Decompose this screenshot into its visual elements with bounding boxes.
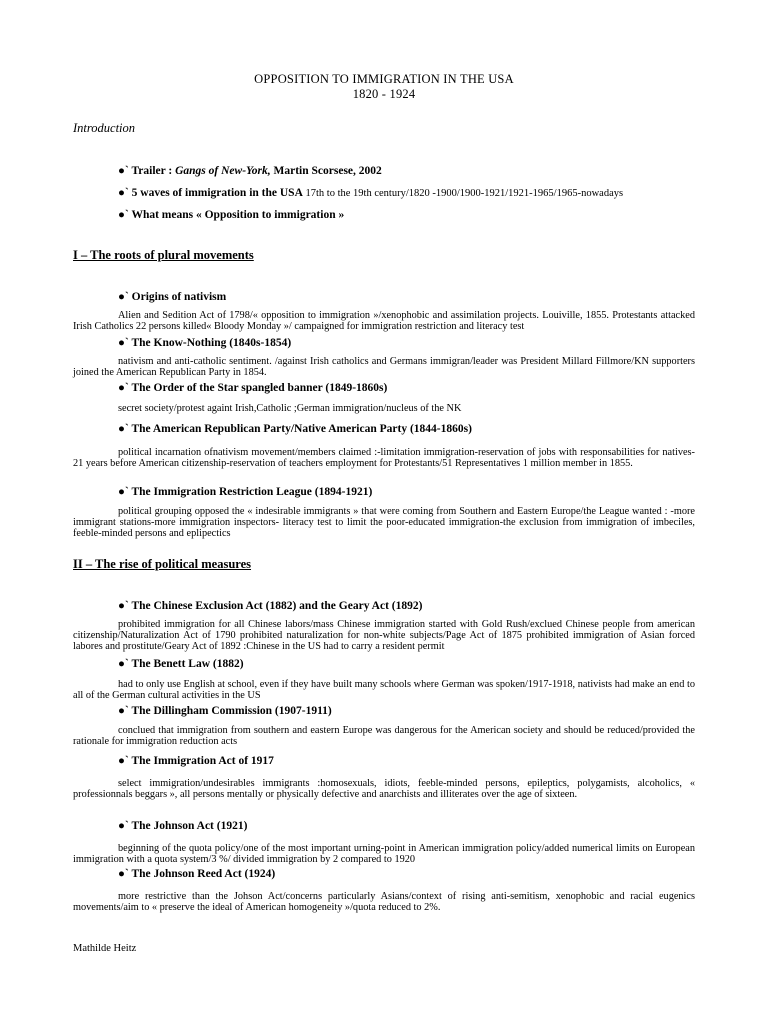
document-date-range: 1820 - 1924 (352, 87, 416, 101)
bullet-mark: ●` (118, 291, 129, 303)
item-title-text: The Immigration Restriction League (1894-1921) (131, 486, 373, 498)
bullet-mark: ●` (118, 187, 129, 199)
intro-bullet-trailer (118, 165, 382, 177)
footer-author: Mathilde Heitz (73, 943, 137, 954)
item-title (118, 423, 472, 435)
item-title (118, 820, 247, 832)
item-title-text: The Know-Nothing (1840s-1854) (131, 337, 292, 349)
bullet-mark: ●` (118, 868, 129, 880)
item-title-text: Origins of nativism (131, 291, 227, 303)
item-title-text: The American Republican Party/Native American Party (1844-1860s) (131, 423, 472, 435)
item-title-text: The Dillingham Commission (1907-1911) (131, 705, 332, 717)
bullet-mark: ●` (118, 486, 129, 498)
trailer-rest: Martin Scorsese, 2002 (270, 165, 382, 177)
item-title (118, 600, 422, 612)
item-title (118, 291, 226, 303)
item-text: prohibited immigration for all Chinese labors/mass Chinese immigration started with Gold Rush/exclued Chinese people from american citizenship/Naturalization Act of 1790 prohibited naturalization for non-white subjects/Page Act of 1875 prohibited immigration of Asian forced labores and prostitute/Geary Act of 1892 :Chinese in the US had to carry a resident permit (73, 619, 695, 652)
item-text: secret society/protest againt Irish,Catholic ;German immigration/nucleus of the NK (118, 403, 462, 414)
item-title-text: The Immigration Act of 1917 (131, 755, 274, 767)
waves-text: 17th to the 19th century/1820 -1900/1900-1921/1921-1965/1965-nowadays (302, 188, 624, 199)
item-title (118, 486, 372, 498)
introduction-heading: Introduction (73, 121, 136, 135)
item-title-text: The Order of the Star spangled banner (1849-1860s) (131, 382, 388, 394)
bullet-mark: ●` (118, 755, 129, 767)
item-text: nativism and anti-catholic sentiment. /against Irish catholics and Germans immigran/leader was President Millard Fillmore/KN supporters joined the American Republican Party in 1854. (73, 356, 695, 378)
item-title-text: The Johnson Act (1921) (131, 820, 248, 832)
trailer-film: Gangs of New-York, (175, 165, 271, 177)
item-title (118, 658, 244, 670)
item-text: political grouping opposed the « indesirable immigrants » that were coming from Southern and Eastern Europe/the League wanted : -more immigrant stations-more immigration inspectors- literacy test to limit the poor-educated immigration-the exclusion from immigration of imbeciles, feeble-minded persons and eplipectics (73, 506, 695, 539)
bullet-mark: ●` (118, 209, 129, 221)
item-text: had to only use English at school, even if they have built many schools where German was spoken/1917-1918, nativists had make an end to all of the German cultural activities in the US (73, 679, 695, 701)
bullet-mark: ●` (118, 337, 129, 349)
intro-bullet-what-means (118, 209, 344, 221)
item-text: more restrictive than the Johson Act/concerns particularly Asians/context of rising anti-semitism, xenophobic and racial eugenics movements/aim to « preserve the ideal of American homogeneity »/quota reduced to 2%. (73, 891, 695, 913)
item-title (118, 705, 332, 717)
trailer-label: Trailer : (131, 165, 176, 177)
what-means-label: What means « Opposition to immigration » (131, 209, 345, 221)
document-title: OPPOSITION TO IMMIGRATION IN THE USA (254, 72, 514, 86)
item-title (118, 382, 387, 394)
item-title-text: The Johnson Reed Act (1924) (131, 868, 276, 880)
bullet-mark: ●` (118, 382, 129, 394)
item-title (118, 337, 291, 349)
item-title-text: The Chinese Exclusion Act (1882) and the Geary Act (1892) (131, 600, 423, 612)
bullet-mark: ●` (118, 600, 129, 612)
item-text: beginning of the quota policy/one of the most important urning-point in American immigration policy/added numerical limits on European immigration with a quota system/3 %/ divided immigration by 2 compared to 1920 (73, 843, 695, 865)
item-text: conclued that immigration from southern and eastern Europe was dangerous for the American society and should be reduced/provided the rationale for immigration reduction acts (73, 725, 695, 747)
bullet-mark: ●` (118, 820, 129, 832)
bullet-mark: ●` (118, 658, 129, 670)
item-text: select immigration/undesirables immigrants :homosexuals, idiots, feeble-minded persons, epileptics, polygamists, alcoholics, « professionnals beggars », all persons mentally or physically defective and anarchists and illiterates over the age of sixteen. (73, 778, 695, 800)
item-text: Alien and Sedition Act of 1798/« opposition to immigration »/xenophobic and assimilation projects. Louiville, 1855. Protestants attacked Irish Catholics 22 persons killed« Bloody Monday »/ campaigned for immigration restriction and literacy test (73, 310, 695, 332)
item-title (118, 868, 275, 880)
section-2-heading: II – The rise of political measures (73, 557, 252, 571)
waves-label: 5 waves of immigration in the USA (131, 187, 303, 199)
item-text: political incarnation ofnativism movement/members claimed :-limitation immigration-reservation of jobs with responsabilities for natives-21 years before American citizenship-reservation of teachers employment for Protestants/51 Representatives 1 million member in 1855. (73, 447, 695, 469)
section-1-heading: I – The roots of plural movements (73, 248, 254, 262)
item-title (118, 755, 274, 767)
bullet-mark: ●` (118, 705, 129, 717)
intro-bullet-waves (118, 187, 623, 199)
item-title-text: The Benett Law (1882) (131, 658, 244, 670)
bullet-mark: ●` (118, 423, 129, 435)
bullet-mark: ●` (118, 165, 129, 177)
